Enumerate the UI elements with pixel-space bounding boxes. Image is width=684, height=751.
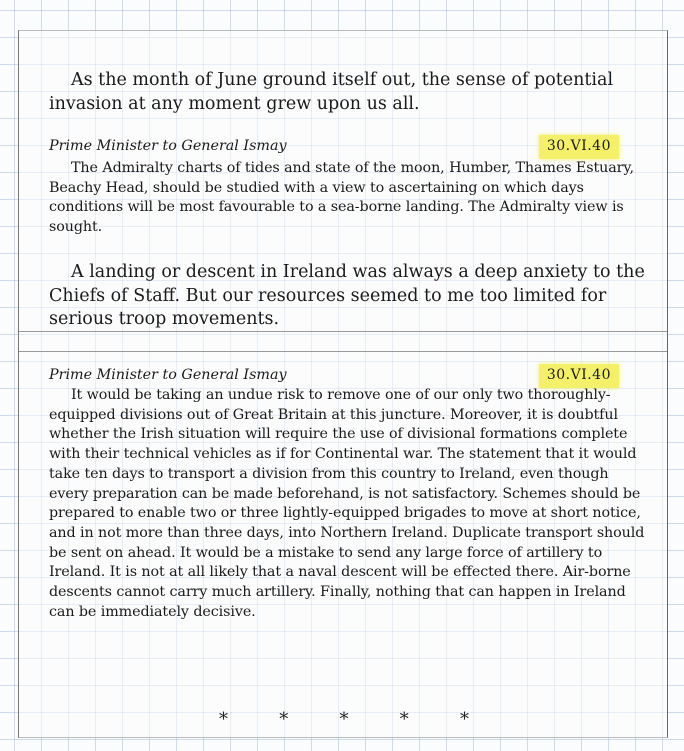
minute-2-heading [49,366,647,385]
ireland-paragraph: A landing or descent in Ireland was always a deep anxiety to the Chiefs of Staff. But our resources seemed to me too limited for serious troop movements. [49,262,645,329]
minute-2-date: 30.VI.40 [539,364,619,388]
section-divider-bottom [19,351,667,352]
star-glyph: * [460,709,469,730]
star-glyph: * [399,709,409,730]
minute-1-body: The Admiralty charts of tides and state of the moon, Humber, Thames Estuary, Beachy Head, should be studied with a view to ascertaining on which days conditions will be most favourable to a sea-borne landing. The Admiralty view is sought. [49,160,634,236]
section-break-stars [219,709,469,730]
minute-1-date: 30.VI.40 [539,135,619,159]
minute-2-body: It would be taking an undue risk to remove one of our only two thoroughly-equipped divisions out of Great Britain at this juncture. Moreover, it is doubtful whether the Irish situation will require the use of divisional formations complete with their technical vehicles as if for Continental war. The statement that it would take ten days to transport a division from this country to Ireland, even though every preparation can be made beforehand, is not satisfactory. Schemes should be prepared to enable two or three lightly-equipped brigades to move at short notice, and in not more than three days, into Northern Ireland. Duplicate transport should be sent on ahead. It would be a mistake to send any large force of artillery to Ireland. It is not at all likely that a naval descent will be effected there. Air-borne descents cannot carry much artillery. Finally, nothing that can happen in Ireland can be immediately decisive. [49,387,645,620]
minute-2-addressee: Prime Minister to General Ismay [49,367,287,383]
star-glyph: * [339,709,349,730]
minute-1-heading [49,137,647,156]
star-glyph: * [219,709,228,730]
minute-1-addressee: Prime Minister to General Ismay [49,138,287,154]
star-glyph: * [279,709,289,730]
section-divider-top [19,331,667,332]
intro-paragraph: As the month of June ground itself out, the sense of potential invasion at any moment grew upon us all. [49,70,614,114]
book-page [18,30,668,738]
